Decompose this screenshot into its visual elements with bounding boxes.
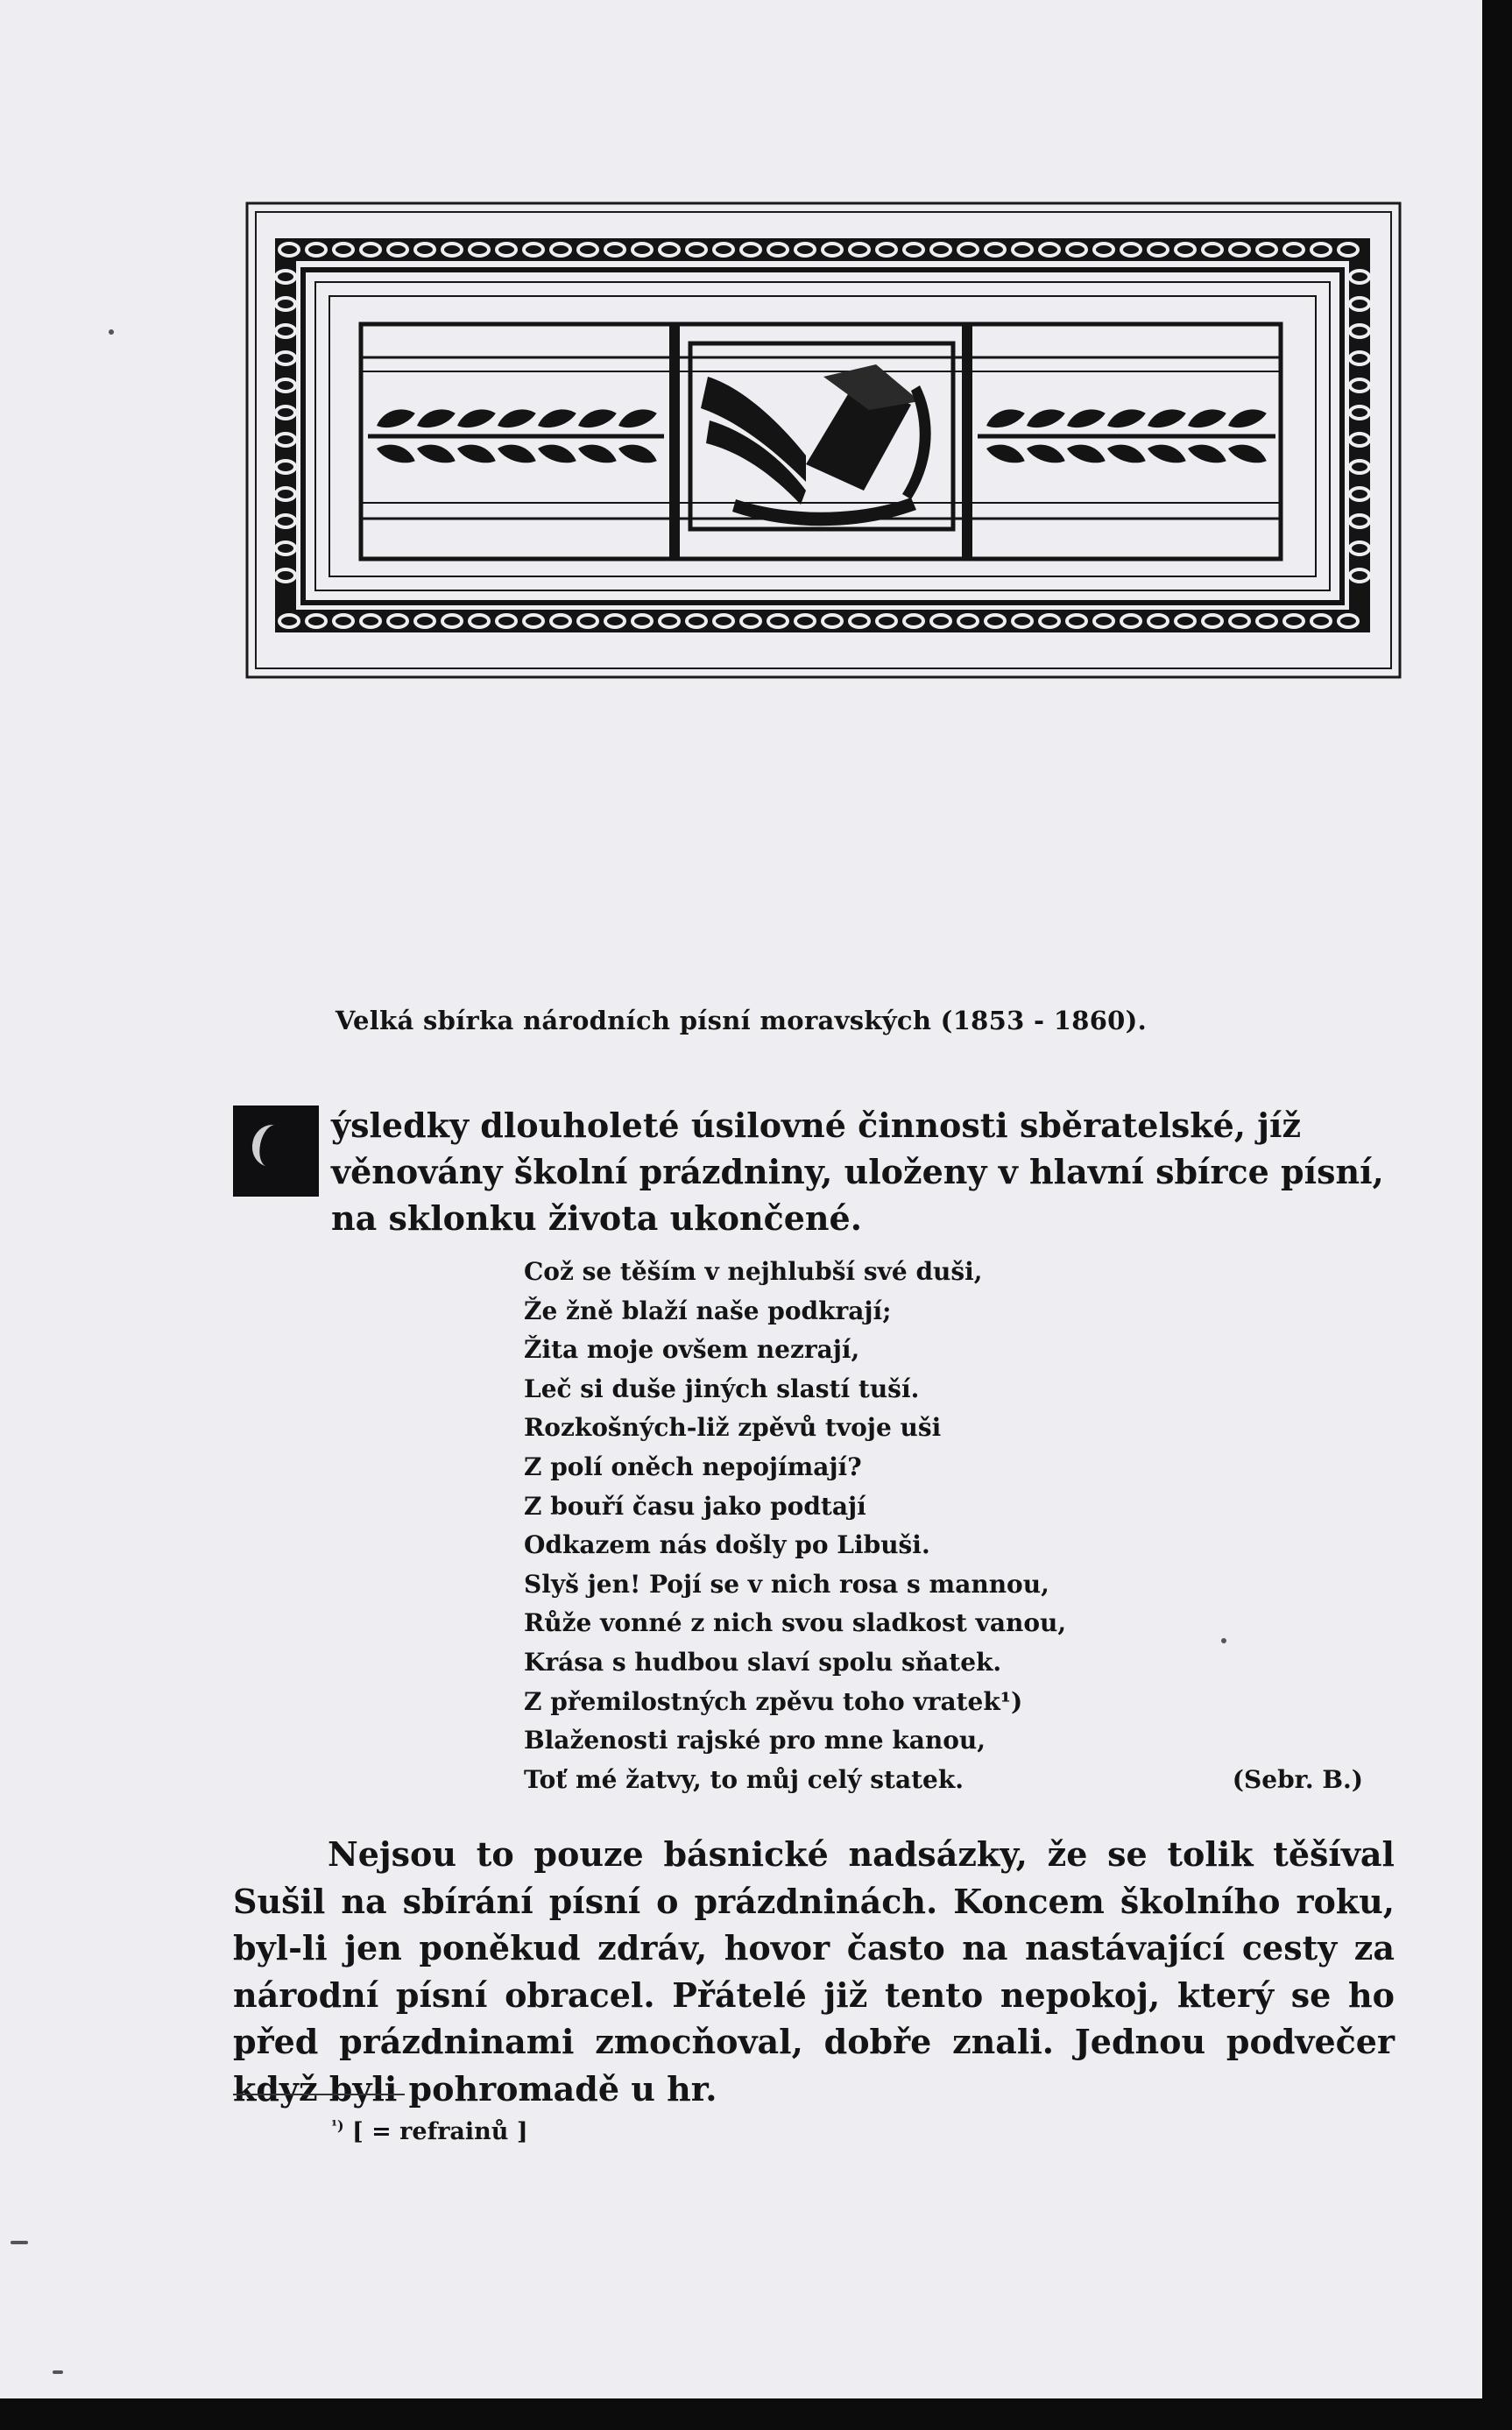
intro-paragraph — [233, 1102, 1396, 1241]
ink-speck — [53, 2370, 63, 2374]
footnote-mark: ¹) — [331, 2117, 344, 2134]
poem-line: Z přemilostných zpěvu toho vratek¹) — [524, 1686, 1023, 1716]
poem-line: Krása s hudbou slaví spolu sňatek. — [524, 1647, 1002, 1677]
poem-line: Odkazem nás došly po Libuši. — [524, 1530, 930, 1560]
poem-source: (Sebr. B.) — [1232, 1764, 1363, 1794]
poem-line: Z polí oněch nepojímají? — [524, 1452, 862, 1481]
ornamental-initial-V-icon — [233, 1106, 319, 1197]
poem-line: Žita moje ovšem nezrají, — [524, 1335, 860, 1365]
poem-line: Slyš jen! Pojí se v nich rosa s mannou, — [524, 1569, 1049, 1599]
ink-speck — [109, 329, 114, 335]
ink-speck — [11, 2241, 28, 2244]
poem — [524, 1253, 1400, 1799]
poem-line: Z bouří času jako podtají — [524, 1491, 866, 1521]
header-ornament — [245, 201, 1402, 679]
body-paragraph: Nejsou to pouze básnické nadsázky, že se tolik těšíval Sušil na sbírání písní o prázdninách. Koncem školního roku, byl-li jen poněkud zdráv, hovor často na nastávající cesty za národní písní obracel. Přátelé již tento nepokoj, který se ho před prázdninami zmocňoval, dobře znali. Jednou podvečer když byli pohromadě u hr. — [233, 1834, 1395, 2109]
poem-line: Leč si duše jiných slastí tuší. — [524, 1374, 920, 1403]
footnote-divider — [233, 2094, 405, 2095]
footnote — [331, 2117, 528, 2145]
poem-line: Růže vonné z nich svou sladkost vanou, — [524, 1608, 1067, 1638]
ink-speck — [1221, 1638, 1226, 1643]
poem-line: Rozkošných-liž zpěvů tvoje uši — [524, 1413, 942, 1443]
chapter-title: Velká sbírka národních písní moravských (1853 - 1860). — [335, 1006, 1148, 1035]
poem-line: Blaženosti rajské pro mne kanou, — [524, 1726, 986, 1755]
footnote-text: [ = refrainů ] — [351, 2118, 528, 2145]
poem-line: Že žně blaží naše podkrají; — [524, 1296, 892, 1325]
poem-line: Což se těším v nejhlubší své duši, — [524, 1257, 983, 1286]
intro-text: ýsledky dlouholeté úsilovné činnosti sběratelské, jíž věnovány školní prázdniny, uloženy v hlavní sbírce písní, na sklonku života ukončené. — [331, 1106, 1384, 1238]
poem-line: Toť mé žatvy, to můj celý statek. — [524, 1764, 964, 1794]
